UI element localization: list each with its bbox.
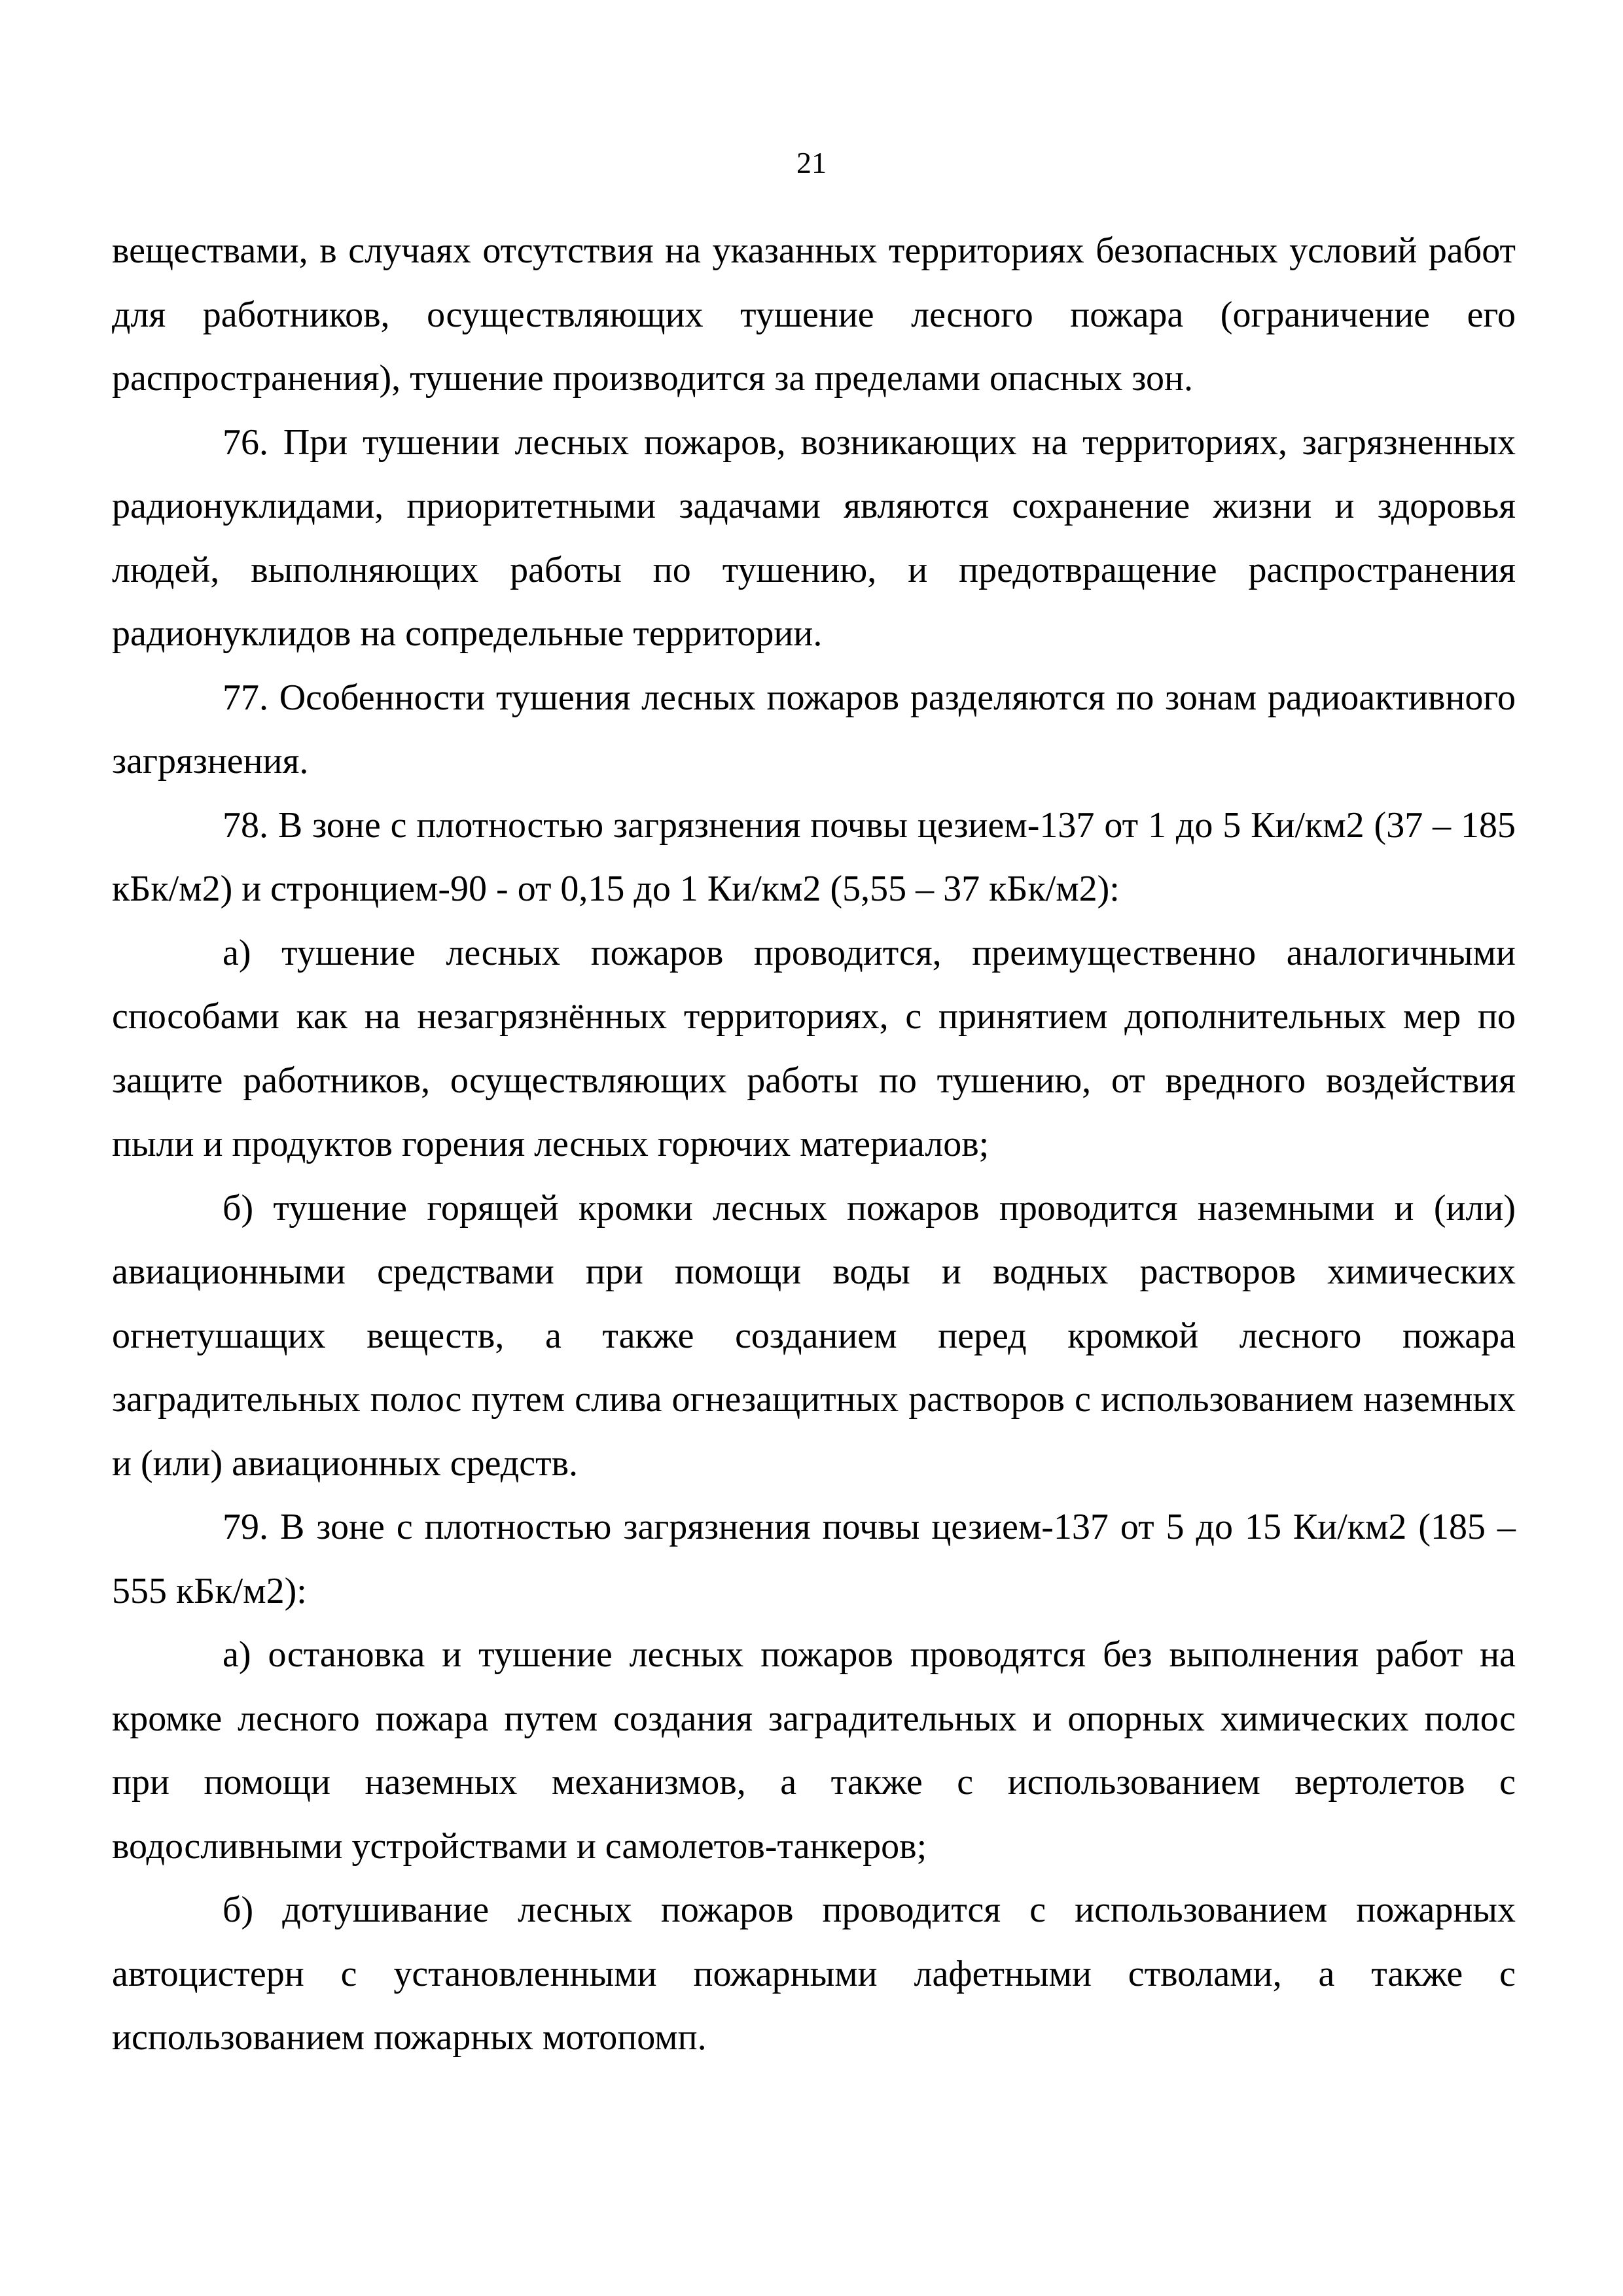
document-body bbox=[112, 219, 1516, 2070]
paragraph-79: 79. В зоне с плотностью загрязнения почвы цезием-137 от 5 до 15 Ки/км2 (185 – 555 кБк/м2): bbox=[112, 1507, 1516, 1611]
paragraph-78: 78. В зоне с плотностью загрязнения почвы цезием-137 от 1 до 5 Ки/км2 (37 – 185 кБк/м2) и стронцием-90 - от 0,15 до 1 Ки/км2 (5,55 – 37 кБк/м2): bbox=[112, 804, 1516, 909]
page-number: 21 bbox=[796, 146, 827, 179]
paragraph-continuation: веществами, в случаях отсутствия на указанных территориях безопасных условий работ для работников, осуществляющих тушение лесного пожара (ограничение его распространения), тушение производится за пределами опасных зон. bbox=[112, 230, 1516, 399]
paragraph-79-b: б) дотушивание лесных пожаров проводится с использованием пожарных автоцистерн с установленными пожарными лафетными стволами, а также с использованием пожарных мотопомп. bbox=[112, 1890, 1516, 2058]
paragraph-78-a: а) тушение лесных пожаров проводится, преимущественно аналогичными способами как на незагрязнённых территориях, с принятием дополнительных мер по защите работников, осуществляющих работы по тушению, от вредного воздействия пыли и продуктов горения лесных горючих материалов; bbox=[112, 932, 1516, 1164]
paragraph-78-b: б) тушение горящей кромки лесных пожаров проводится наземными и (или) авиационными средствами при помощи воды и водных растворов химических огнетушащих веществ, а также созданием перед кромкой лесного пожара заградительных полос путем слива огнезащитных растворов с использованием наземных и (или) авиационных средств. bbox=[112, 1187, 1516, 1484]
paragraph-79-a: а) остановка и тушение лесных пожаров проводятся без выполнения работ на кромке лесного пожара путем создания заградительных и опорных химических полос при помощи наземных механизмов, а также с использованием вертолетов с водосливными устройствами и самолетов-танкеров; bbox=[112, 1634, 1516, 1867]
paragraph-77: 77. Особенности тушения лесных пожаров разделяются по зонам радиоактивного загрязнения. bbox=[112, 677, 1516, 781]
paragraph-76: 76. При тушении лесных пожаров, возникающих на территориях, загрязненных радионуклидами, приоритетными задачами являются сохранение жизни и здоровья людей, выполняющих работы по тушению, и предотвращение распространения радионуклидов на сопредельные территории. bbox=[112, 422, 1516, 654]
